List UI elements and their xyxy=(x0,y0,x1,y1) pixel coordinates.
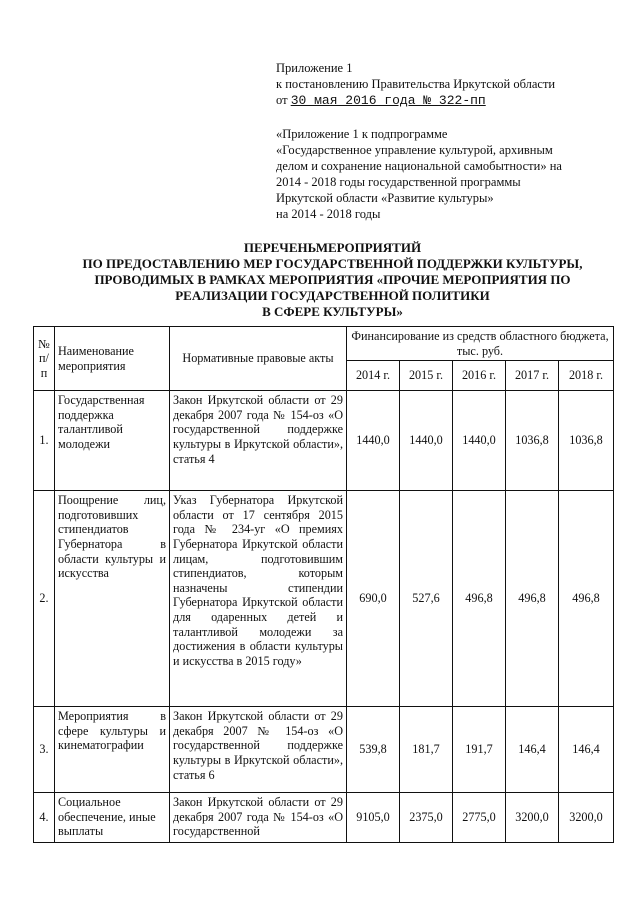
row-act: Закон Иркутской области от 29 декабря 2007 года № 154-оз «О государственной xyxy=(170,793,347,843)
row-value: 1440,0 xyxy=(453,391,506,491)
row-value: 1440,0 xyxy=(347,391,400,491)
header-name: Наименование мероприятия xyxy=(55,327,170,391)
row-value: 3200,0 xyxy=(506,793,559,843)
row-act: Закон Иркутской области от 29 декабря 2007 года № 154-оз «О государственной поддержке культуры в Иркутской области», статья 4 xyxy=(170,391,347,491)
document-title xyxy=(60,240,605,320)
row-number: 2. xyxy=(34,491,55,707)
title-line: ПЕРЕЧЕНЬМЕРОПРИЯТИЙ xyxy=(243,240,422,255)
row-value: 496,8 xyxy=(453,491,506,707)
row-act: Указ Губернатора Иркутской области от 17 сентября 2015 года № 234-уг «О премиях Губернатора Иркутской области лицам, подготовившим стипендиатов, которым назначены стипендии Губернатора Иркутской области для одаренных детей и талантливой молодежи за достижения в области культуры и искусства в 2015 году» xyxy=(170,491,347,707)
table-row xyxy=(34,793,614,843)
header-year: 2017 г. xyxy=(506,361,559,391)
header-acts: Нормативные правовые акты xyxy=(170,327,347,391)
header-year: 2014 г. xyxy=(347,361,400,391)
row-value: 1036,8 xyxy=(506,391,559,491)
title-line: РЕАЛИЗАЦИИ ГОСУДАРСТВЕННОЙ ПОЛИТИКИ xyxy=(175,288,490,303)
title-line: ПРОВОДИМЫХ В РАМКАХ МЕРОПРИЯТИЯ «ПРОЧИЕ МЕРОПРИЯТИЯ ПО xyxy=(94,272,571,287)
row-value: 539,8 xyxy=(347,707,400,793)
header-year: 2018 г. xyxy=(559,361,614,391)
measures-table xyxy=(33,326,614,843)
row-number: 1. xyxy=(34,391,55,491)
header-year: 2016 г. xyxy=(453,361,506,391)
title-line: ПО ПРЕДОСТАВЛЕНИЮ МЕР ГОСУДАРСТВЕННОЙ ПОДДЕРЖКИ КУЛЬТУРЫ, xyxy=(82,256,583,271)
appendix-date-line xyxy=(276,92,606,109)
row-name: Государственная поддержка талантливой молодежи xyxy=(55,391,170,491)
table-header-row xyxy=(34,327,614,361)
table-row xyxy=(34,391,614,491)
row-value: 690,0 xyxy=(347,491,400,707)
row-number: 3. xyxy=(34,707,55,793)
header-financing: Финансирование из средств областного бюджета, тыс. руб. xyxy=(347,327,614,361)
row-number: 4. xyxy=(34,793,55,843)
table-row xyxy=(34,491,614,707)
row-value: 496,8 xyxy=(559,491,614,707)
row-value: 9105,0 xyxy=(347,793,400,843)
appendix-line-2: к постановлению Правительства Иркутской области xyxy=(276,77,556,91)
table-row xyxy=(34,707,614,793)
subprogram-line: Иркутской области «Развитие культуры» xyxy=(276,191,494,205)
subprogram-reference xyxy=(276,126,598,222)
subprogram-line: на 2014 - 2018 годы xyxy=(276,207,381,221)
row-value: 146,4 xyxy=(506,707,559,793)
appendix-date-prefix: от xyxy=(276,93,288,107)
row-value: 3200,0 xyxy=(559,793,614,843)
title-line: В СФЕРЕ КУЛЬТУРЫ» xyxy=(262,304,403,319)
row-name: Поощрение лиц, подготовивших стипендиатов Губернатора в области культуры и искусства xyxy=(55,491,170,707)
subprogram-line: 2014 - 2018 годы государственной программы xyxy=(276,175,521,189)
row-name: Социальное обеспечение, иные выплаты xyxy=(55,793,170,843)
subprogram-line: «Государственное управление культурой, архивным xyxy=(276,143,553,157)
row-value: 496,8 xyxy=(506,491,559,707)
subprogram-line: делом и сохранение национальной самобытности» на xyxy=(276,159,562,173)
row-value: 1440,0 xyxy=(400,391,453,491)
header-num: № п/п xyxy=(34,327,55,391)
appendix-line-1: Приложение 1 xyxy=(276,61,353,75)
header-year: 2015 г. xyxy=(400,361,453,391)
appendix-block xyxy=(276,60,606,109)
row-value: 146,4 xyxy=(559,707,614,793)
row-value: 191,7 xyxy=(453,707,506,793)
row-value: 2775,0 xyxy=(453,793,506,843)
row-name: Мероприятия в сфере культуры и кинематографии xyxy=(55,707,170,793)
row-value: 2375,0 xyxy=(400,793,453,843)
row-value: 527,6 xyxy=(400,491,453,707)
row-act: Закон Иркутской области от 29 декабря 2007 № 154-оз «О государственной поддержке культуры в Иркутской области», статья 6 xyxy=(170,707,347,793)
subprogram-line: «Приложение 1 к подпрограмме xyxy=(276,127,448,141)
row-value: 1036,8 xyxy=(559,391,614,491)
row-value: 181,7 xyxy=(400,707,453,793)
appendix-date-value: 30 мая 2016 года № 322-пп xyxy=(290,93,486,108)
